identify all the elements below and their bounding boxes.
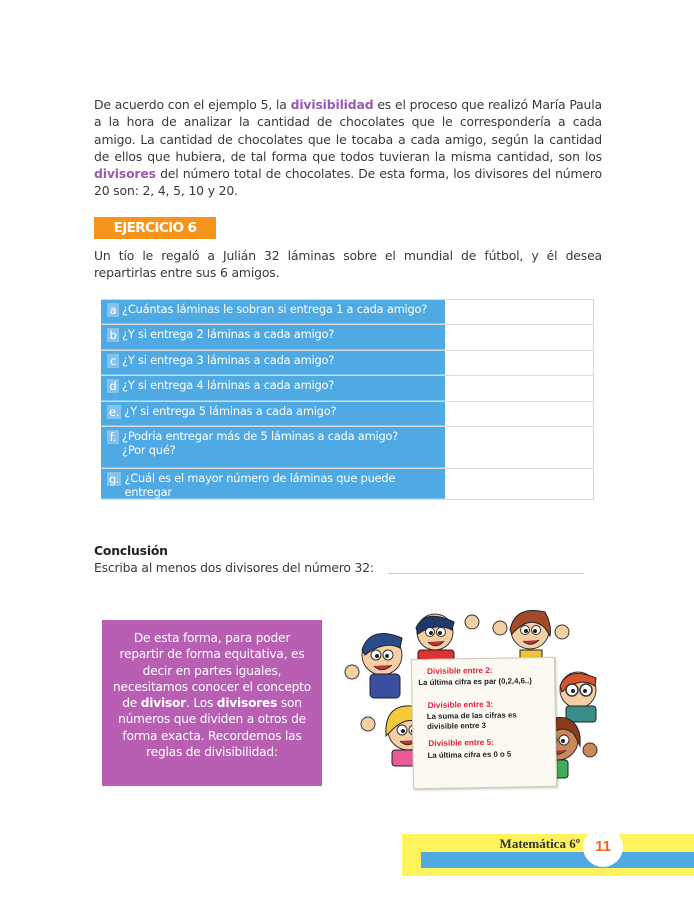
kid-figure-icon xyxy=(493,610,569,662)
rule-heading: Divisible entre 2: xyxy=(427,665,493,676)
rule-heading: Divisible entre 3: xyxy=(427,699,494,710)
question-text: ¿Y si entrega 4 láminas a cada amigo? xyxy=(122,378,335,392)
question-cell xyxy=(101,402,445,426)
answer-cell-a[interactable] xyxy=(445,300,593,324)
question-text: ¿Cuál es el mayor número de láminas que puede entregar a cada amigo? xyxy=(124,471,396,512)
question-letter: d xyxy=(107,379,119,393)
question-cell xyxy=(101,427,445,468)
question-row-g xyxy=(101,469,593,512)
question-row-e xyxy=(101,402,593,427)
question-cell xyxy=(101,351,445,375)
intro-text: De acuerdo con el ejemplo 5, la xyxy=(94,97,291,112)
question-cell xyxy=(101,325,445,350)
term-divisores: divisores xyxy=(94,166,156,182)
intro-text: del número total de chocolates. De esta forma, los divisores del número 20 son: 2, 4, 5, 10 y 20. xyxy=(94,166,602,199)
kid-figure-icon xyxy=(416,614,479,664)
question-row-f xyxy=(101,427,593,469)
question-text: ¿Y si entrega 5 láminas a cada amigo? xyxy=(124,404,337,418)
intro-paragraph xyxy=(94,96,602,200)
info-text: son números que dividen a otros de forma exacta. Recordemos las reglas de divisibilidad: xyxy=(118,696,306,760)
intro-text: es el proceso que realizó María Paula a la hora de analizar la cantidad de chocolates que le correspondería a cada amigo. La cantidad de chocolates que le tocaba a cada amigo, según la cantidad de ellos que hubiera, de tal forma que todos tuvieran la misma cantidad, son los xyxy=(94,97,602,164)
term-divisibilidad: divisibilidad xyxy=(290,97,374,112)
conclusion-answer-line[interactable] xyxy=(388,573,584,574)
question-letter: g. xyxy=(109,472,120,486)
question-letter: f. xyxy=(107,430,119,444)
exercise-statement: Un tío le regaló a Julián 32 láminas sobre el mundial de fútbol, y él desea repartirlas entre sus 6 amigos. xyxy=(94,248,602,280)
question-row-b xyxy=(101,325,593,351)
rule-body: La última cifra es par (0,2,4,6..) xyxy=(418,676,532,688)
divisor-info-box xyxy=(102,620,322,786)
answer-cell-f[interactable] xyxy=(445,427,593,468)
question-letter: c xyxy=(107,354,119,368)
term-divisor: divisor xyxy=(140,696,186,711)
question-text: ¿Y si entrega 2 láminas a cada amigo? xyxy=(122,327,335,341)
question-letter: e. xyxy=(109,405,120,419)
answer-cell-e[interactable] xyxy=(445,402,593,426)
rule-heading: Divisible entre 5: xyxy=(428,737,494,748)
question-row-c xyxy=(101,351,593,376)
question-text: ¿Y si entrega 3 láminas a cada amigo? xyxy=(122,353,335,367)
rule-body: La última cifra es 0 o 5 xyxy=(427,749,512,760)
divisibility-rules-board xyxy=(411,657,557,789)
kid-figure-icon xyxy=(345,634,402,698)
info-text: . Los xyxy=(185,696,217,711)
answer-cell-b[interactable] xyxy=(445,325,593,350)
footer-subject: Matemática 6º xyxy=(499,836,580,851)
question-text: ¿Podria entregar más de 5 láminas a cada amigo? ¿Por qué? xyxy=(122,429,399,457)
question-letter: a xyxy=(107,303,119,317)
question-cell xyxy=(101,300,445,324)
question-cell xyxy=(101,376,445,401)
answer-cell-g[interactable] xyxy=(445,469,593,499)
question-letter: b xyxy=(107,328,119,342)
answer-cell-d[interactable] xyxy=(445,376,593,401)
info-text: De esta forma, para poder repartir de forma equitativa, es decir en partes iguales, necesitamos conocer el concepto de xyxy=(113,631,311,711)
exercise-badge: EJERCICIO 6 xyxy=(94,217,216,239)
conclusion-prompt: Escriba al menos dos divisores del número 32: xyxy=(94,560,374,575)
question-row-d xyxy=(101,376,593,402)
question-table xyxy=(101,299,594,512)
footer-blue-band xyxy=(421,852,694,868)
page-number: 11 xyxy=(583,827,623,867)
question-cell xyxy=(101,469,445,512)
kid-figure-icon xyxy=(560,672,596,722)
question-text: ¿Cuántas láminas le sobran si entrega 1 a cada amigo? xyxy=(122,302,428,316)
conclusion-title: Conclusión xyxy=(94,543,168,558)
rule-body: La suma de las cifras es divisible entre 3 xyxy=(426,710,517,731)
answer-cell-c[interactable] xyxy=(445,351,593,375)
question-row-a xyxy=(101,299,593,325)
term-divisores: divisores xyxy=(216,696,278,711)
